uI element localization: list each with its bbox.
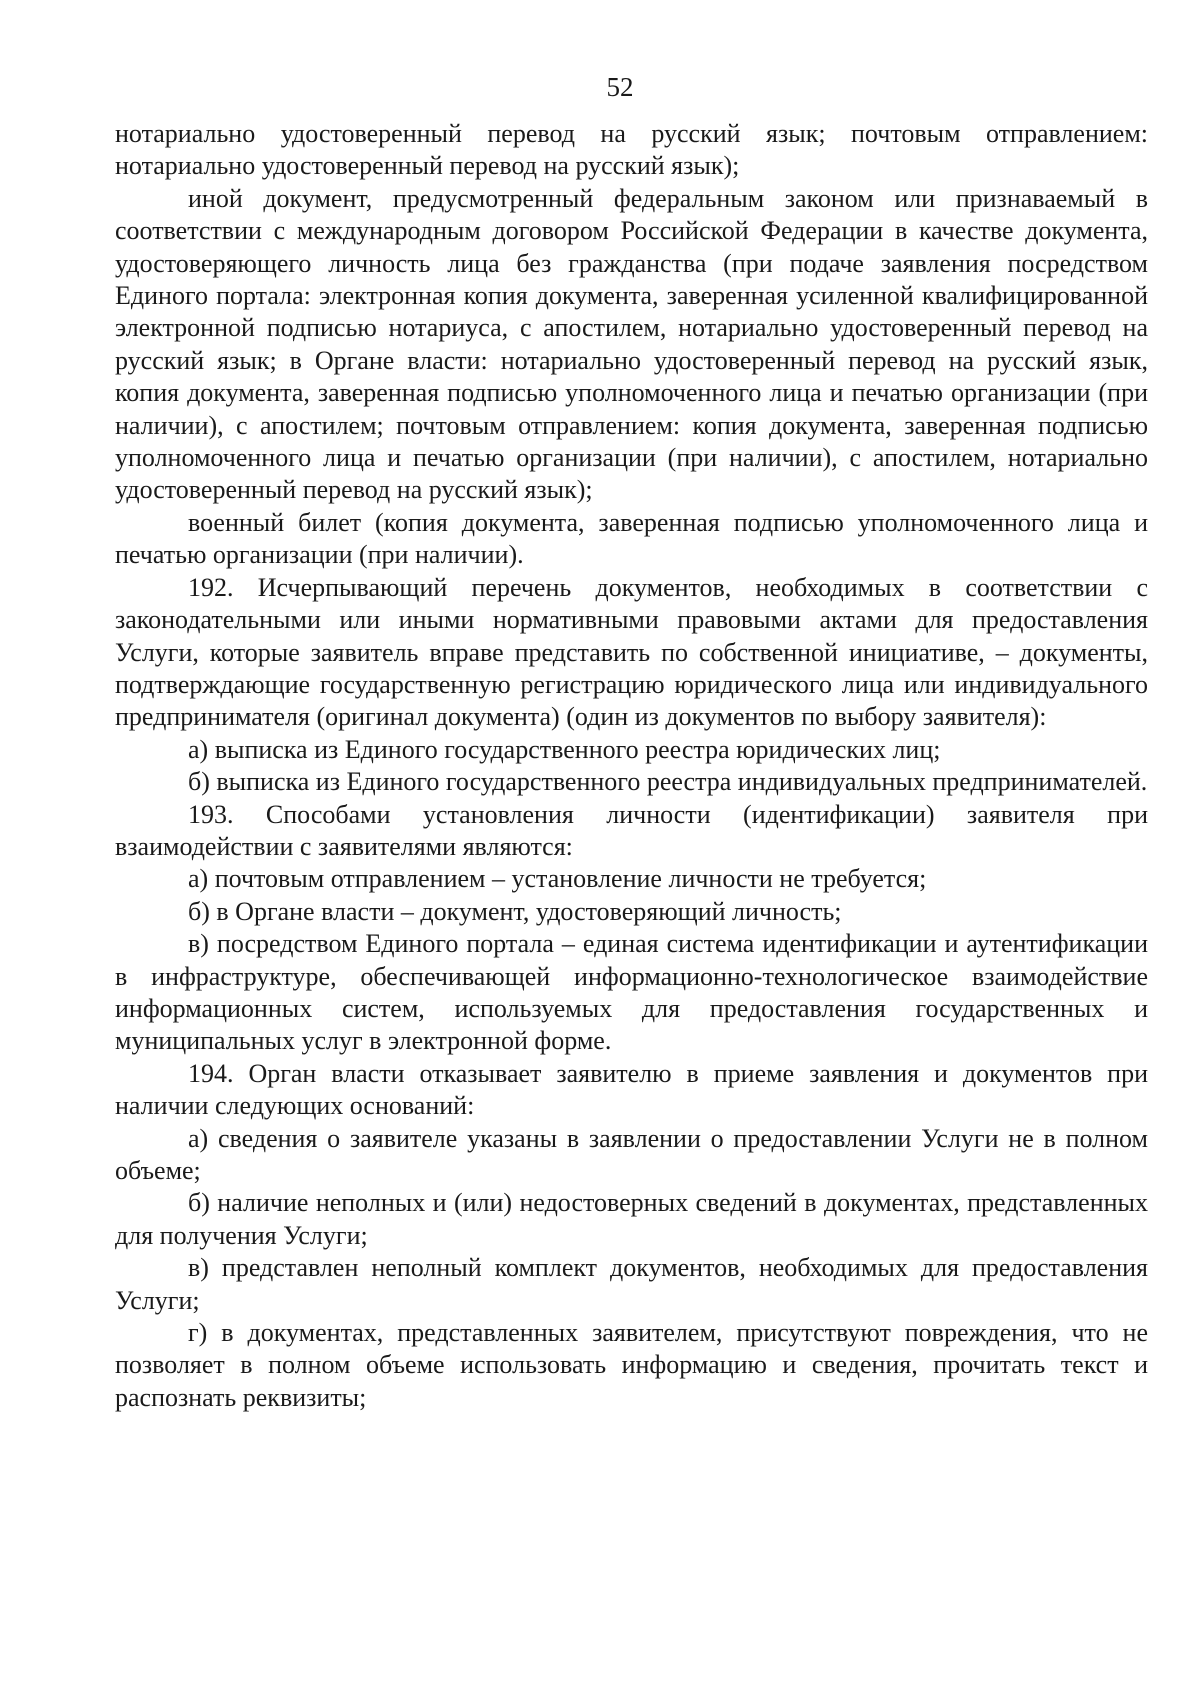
- paragraph-continuation: нотариально удостоверенный перевод на русский язык; почтовым отправлением: нотариально удостоверенный перевод на русский язык);: [115, 119, 1148, 181]
- paragraph-192-b: б) выписка из Единого государственного реестра индивидуальных предпринимателей.: [188, 767, 1148, 797]
- paragraph-192: 192. Исчерпывающий перечень документов, необходимых в соответствии с законодательными или иными нормативными правовыми актами для предоставления Услуги, которые заявитель вправе представить по собственной инициативе, – документы, подтверждающие государственную регистрацию юридического лица или индивидуального предпринимателя (оригинал документа) (один из документов по выбору заявителя):: [115, 572, 1148, 732]
- page-number: 52: [606, 72, 634, 102]
- paragraph-193-a: а) почтовым отправлением – установление личности не требуется;: [188, 864, 927, 894]
- paragraph-192-a: а) выписка из Единого государственного реестра юридических лиц;: [188, 734, 941, 764]
- paragraph-194: 194. Орган власти отказывает заявителю в приеме заявления и документов при наличии следующих оснований:: [115, 1058, 1148, 1121]
- paragraph-193-v: в) посредством Единого портала – единая система идентификации и аутентификации в инфраструктуре, обеспечивающей информационно-технологическое взаимодействие информационных систем, используемых для предоставления государственных и муниципальных услуг в электронной форме.: [115, 929, 1148, 1056]
- paragraph-193: 193. Способами установления личности (идентификации) заявителя при взаимодействии с заявителями являются:: [115, 799, 1148, 861]
- paragraph-194-b: б) наличие неполных и (или) недостоверных сведений в документах, представленных для получения Услуги;: [115, 1188, 1148, 1250]
- paragraph-military-id: военный билет (копия документа, заверенная подписью уполномоченного лица и печатью организации (при наличии).: [115, 507, 1148, 570]
- paragraph-193-b: б) в Органе власти – документ, удостоверяющий личность;: [188, 896, 842, 926]
- paragraph-194-v: в) представлен неполный комплект документов, необходимых для предоставления Услуги;: [115, 1253, 1148, 1315]
- paragraph-194-g: г) в документах, представленных заявителем, присутствуют повреждения, что не позволяет в полном объеме использовать информацию и сведения, прочитать текст и распознать реквизиты;: [115, 1318, 1148, 1412]
- document-body: [115, 118, 1148, 1414]
- paragraph-194-a: а) сведения о заявителе указаны в заявлении о предоставлении Услуги не в полном объеме;: [115, 1123, 1148, 1185]
- paragraph-other-document: иной документ, предусмотренный федеральным законом или признаваемый в соответствии с международным договором Российской Федерации в качестве документа, удостоверяющего личность лица без гражданства (при подаче заявления посредством Единого портала: электронная копия документа, заверенная усиленной квалифицированной электронной подписью нотариуса, с апостилем, нотариально удостоверенный перевод на русский язык; в Органе власти: нотариально удостоверенный перевод на русский язык, копия документа, заверенная подписью уполномоченного лица и печатью организации (при наличии), с апостилем; почтовым отправлением: копия документа, заверенная подписью уполномоченного лица и печатью организации (при наличии), с апостилем, нотариально удостоверенный перевод на русский язык);: [115, 183, 1148, 505]
